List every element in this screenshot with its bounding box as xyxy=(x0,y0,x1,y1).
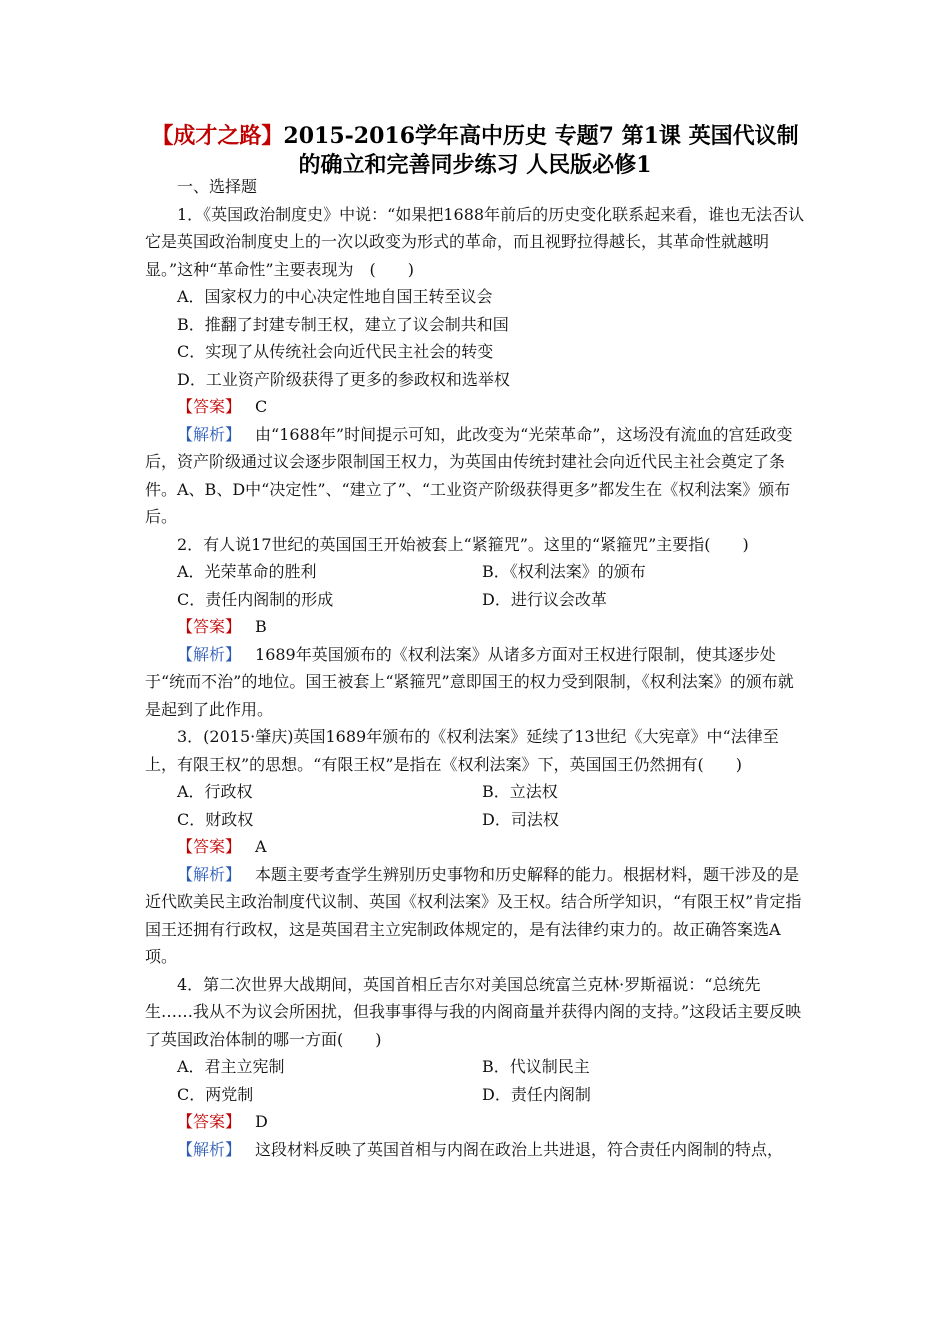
question-1-option-c: C．实现了从传统社会向近代民主社会的转变 xyxy=(177,342,494,361)
question-4-option-c: C．两党制 xyxy=(177,1084,254,1104)
question-2-analysis xyxy=(145,641,807,724)
title-main: 2015-2016学年高中历史 专题7 第1课 英国代议制 xyxy=(283,123,799,149)
question-2-option-a: A．光荣革命的胜利 xyxy=(177,562,317,581)
answer-tag: 【答案】 xyxy=(177,837,242,856)
answer-tag: 【答案】 xyxy=(177,617,242,636)
question-4-option-d: D．责任内阁制 xyxy=(482,1084,591,1104)
analysis-text: 本题主要考查学生辨别历史事物和历史解释的能力。根据材料，题干涉及的是近代欧美民主政治制度代议制、英国《权利法案》及王权。结合所学知识，“有限王权”肯定指国王还拥有行政权，这是英国君主立宪制政体规定的，是有法律约束力的。故正确答案选A项。 xyxy=(145,864,802,966)
question-2-answer xyxy=(145,613,807,641)
document-body xyxy=(145,173,807,1163)
question-2-options-row-2 xyxy=(145,586,807,614)
answer-tag: 【答案】 xyxy=(177,1112,242,1131)
analysis-text: 由“1688年”时间提示可知，此改变为“光荣革命”，这场没有流血的宫廷政变后，资产阶级通过议会逐步限制国王权力，为英国由传统封建社会向近代民主社会奠定了条件。A、B、D中“决定性”、“建立了”、“工业资产阶级获得更多”都发生在《权利法案》颁布后。 xyxy=(145,424,793,526)
question-3-options-row-1 xyxy=(145,778,807,806)
analysis-tag: 【解析】 xyxy=(177,424,242,444)
question-1-option-d: D．工业资产阶级获得了更多的参政权和选举权 xyxy=(177,369,510,389)
title-line-2: 的确立和完善同步练习 人民版必修1 xyxy=(298,152,652,178)
question-4-option-a: A．君主立宪制 xyxy=(177,1057,285,1076)
answer-value: C xyxy=(255,397,268,416)
question-2-options-row-1 xyxy=(145,558,807,586)
question-4-stem: 4．第二次世界大战期间，英国首相丘吉尔对美国总统富兰克林·罗斯福说：“总统先生……我从不为议会所困扰，但我事事得与我的内阁商量并获得内阁的支持。”这段话主要反映了英国政治体制的哪一方面( ) xyxy=(145,974,802,1049)
question-1-option-b: B．推翻了封建专制王权，建立了议会制共和国 xyxy=(177,314,509,334)
question-1-analysis xyxy=(145,421,807,531)
question-4-answer xyxy=(145,1108,807,1136)
question-3-stem: 3．(2015·肇庆)英国1689年颁布的《权利法案》延续了13世纪《大宪章》中“法律至上，有限王权”的思想。“有限王权”是指在《权利法案》下，英国国王仍然拥有( ) xyxy=(145,727,779,774)
section-heading: 一、选择题 xyxy=(177,177,258,196)
analysis-tag: 【解析】 xyxy=(177,644,242,664)
answer-value: D xyxy=(255,1112,268,1131)
question-4-options-row-2 xyxy=(145,1081,807,1109)
question-3-options-row-2 xyxy=(145,806,807,834)
question-1-stem: 1．《英国政治制度史》中说：“如果把1688年前后的历史变化联系起来看，谁也无法否认它是英国政治制度史上的一次以政变为形式的革命，而且视野拉得越长，其革命性就越明显。”这种“革命性”主要表现为 ( ) xyxy=(145,204,805,279)
question-3-option-a: A．行政权 xyxy=(177,782,253,801)
answer-tag: 【答案】 xyxy=(177,397,242,416)
question-2-option-d: D．进行议会改革 xyxy=(482,589,607,609)
question-4-option-b: B．代议制民主 xyxy=(482,1057,590,1076)
question-4-analysis xyxy=(145,1136,807,1164)
title-series-tag: 【成才之路】 xyxy=(151,123,284,149)
answer-value: B xyxy=(255,617,267,636)
question-4-options-row-1 xyxy=(145,1053,807,1081)
document-title xyxy=(130,122,820,180)
analysis-tag: 【解析】 xyxy=(177,1139,242,1159)
question-1-option-a: A．国家权力的中心决定性地自国王转至议会 xyxy=(177,287,493,306)
question-3-analysis xyxy=(145,861,807,971)
question-2-stem: 2．有人说17世纪的英国国王开始被套上“紧箍咒”。这里的“紧箍咒”主要指( ) xyxy=(177,534,749,554)
question-3-option-b: B．立法权 xyxy=(482,782,558,801)
question-2-option-c: C．责任内阁制的形成 xyxy=(177,589,334,609)
question-3-option-d: D．司法权 xyxy=(482,809,559,829)
question-3-answer xyxy=(145,833,807,861)
answer-value: A xyxy=(255,837,267,856)
question-3-option-c: C．财政权 xyxy=(177,809,254,829)
analysis-tag: 【解析】 xyxy=(177,864,242,884)
question-1-answer xyxy=(145,393,807,421)
question-2-option-b: B．《权利法案》的颁布 xyxy=(482,562,646,581)
analysis-text: 1689年英国颁布的《权利法案》从诸多方面对王权进行限制，使其逐步处于“统而不治”的地位。国王被套上“紧箍咒”意即国王的权力受到限制，《权利法案》的颁布就是起到了此作用。 xyxy=(145,644,794,719)
analysis-text: 这段材料反映了英国首相与内阁在政治上共进退，符合责任内阁制的特点， xyxy=(255,1139,784,1159)
